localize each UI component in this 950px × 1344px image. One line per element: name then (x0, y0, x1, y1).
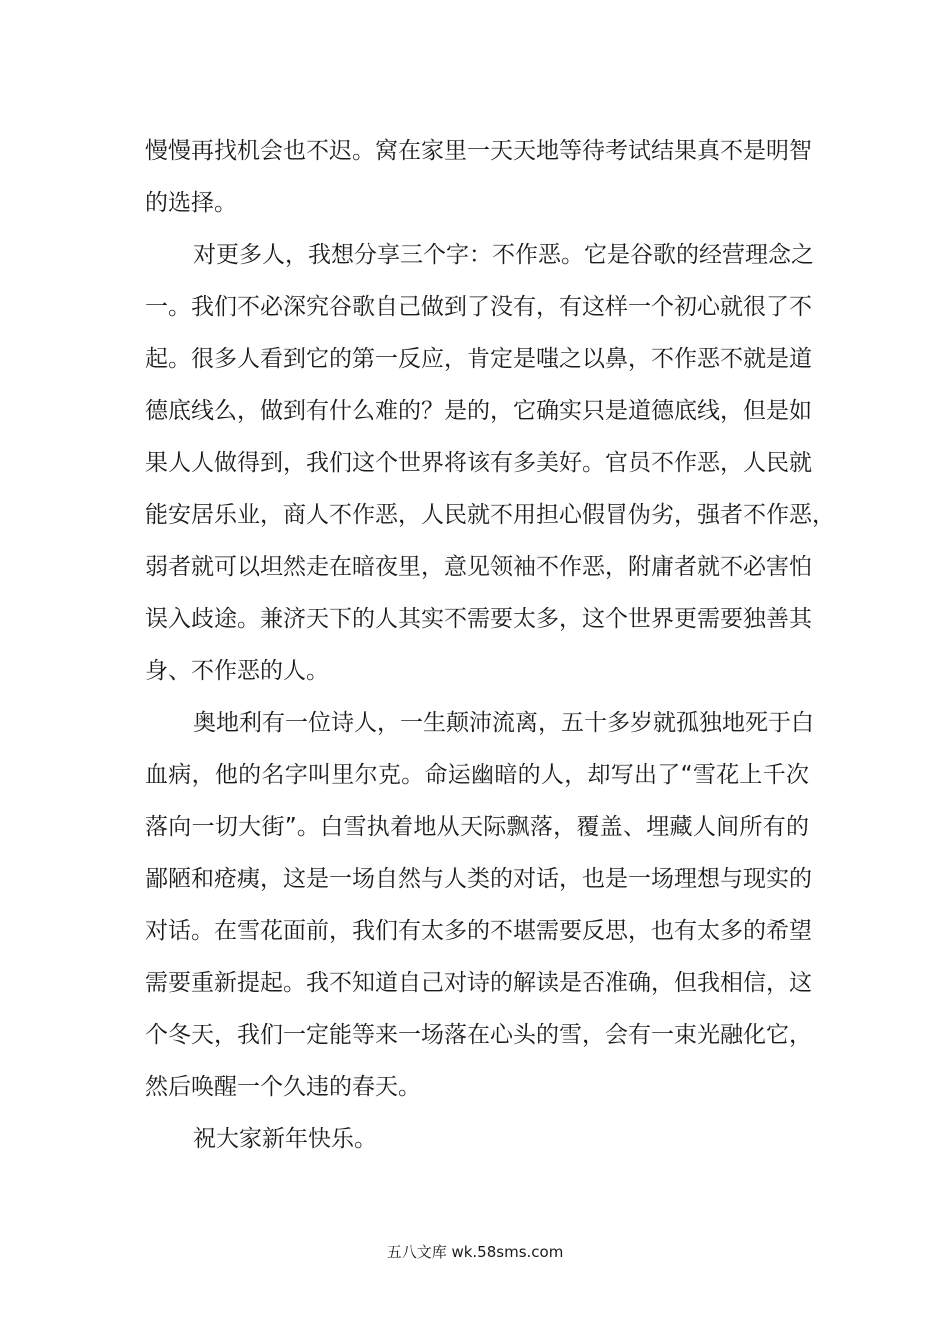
text-line: 能安居乐业，商人不作恶，人民就不用担心假冒伪劣，强者不作恶， (145, 502, 835, 528)
text-line: 误入歧途。兼济天下的人其实不需要太多，这个世界更需要独善其 (145, 606, 812, 632)
paragraph-2 (145, 235, 835, 703)
text-line: 鄙陋和疮痍，这是一场自然与人类的对话，也是一场理想与现实的 (145, 866, 812, 892)
text-line: 祝大家新年快乐。 (193, 1126, 377, 1152)
text-line: 对更多人，我想分享三个字：不作恶。它是谷歌的经营理念之 (193, 242, 814, 268)
text-line: 个冬天，我们一定能等来一场落在心头的雪，会有一束光融化它， (145, 1022, 812, 1048)
text-line: 需要重新提起。我不知道自己对诗的解读是否准确，但我相信，这 (145, 970, 812, 996)
text-line: 血病，他的名字叫里尔克。命运幽暗的人，却写出了“雪花上千次 (145, 762, 809, 788)
text-line: 慢慢再找机会也不迟。窝在家里一天天地等待考试结果真不是明智 (145, 138, 812, 164)
text-line: 落向一切大街”。白雪执着地从天际飘落，覆盖、埋藏人间所有的 (145, 814, 809, 840)
text-line: 身、不作恶的人。 (145, 658, 329, 684)
text-line: 德底线么，做到有什么难的？是的，它确实只是道德底线，但是如 (145, 398, 812, 424)
text-line: 对话。在雪花面前，我们有太多的不堪需要反思，也有太多的希望 (145, 918, 812, 944)
document-body (145, 131, 835, 1171)
text-line: 一。我们不必深究谷歌自己做到了没有，有这样一个初心就很了不 (145, 294, 812, 320)
text-line: 果人人做得到，我们这个世界将该有多美好。官员不作恶，人民就 (145, 450, 812, 476)
text-line: 奥地利有一位诗人，一生颠沛流离，五十多岁就孤独地死于白 (193, 710, 814, 736)
text-line: 的选择。 (145, 190, 237, 216)
page-footer: 五八文库 wk.58sms.com (386, 1243, 564, 1261)
text-line: 起。很多人看到它的第一反应，肯定是嗤之以鼻，不作恶不就是道 (145, 346, 812, 372)
text-line: 弱者就可以坦然走在暗夜里，意见领袖不作恶，附庸者就不必害怕 (145, 554, 812, 580)
paragraph-4 (145, 1119, 809, 1171)
paragraph-1 (145, 131, 812, 235)
text-line: 然后唤醒一个久违的春天。 (145, 1074, 421, 1100)
paragraph-3 (145, 703, 814, 1119)
